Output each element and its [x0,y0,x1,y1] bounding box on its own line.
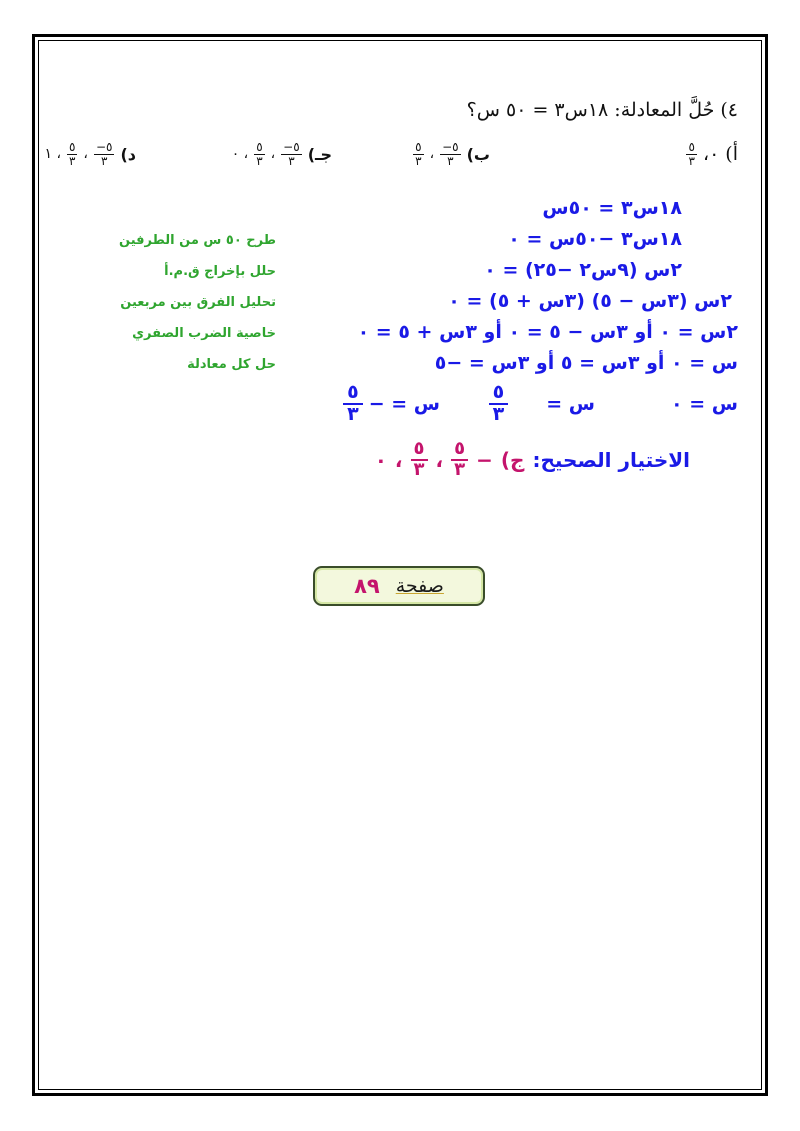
page-number-badge [313,566,485,606]
step-4: ٢س (٣س − ٥) (٣س + ٥) = ٠ [448,290,732,312]
correct-answer-zero: ٠ [374,447,387,472]
step-5: ٢س = ٠ أو ٣س − ٥ = ٠ أو ٣س + ٥ = ٠ [357,321,738,343]
option-c-tail: ، ٠ [231,146,249,163]
option-a-zero: ٠، [702,143,720,166]
step-3: ٢س (٩س٢ −٢٥) = ٠ [484,259,682,281]
step-6: س = ٠ أو ٣س = ٥ أو ٣س = −٥ [434,352,738,374]
result-x2-fraction: $\frac{٥}{٣}$ [489,383,509,425]
page-word: صفحة [395,575,444,597]
correct-answer: الاختيار الصحيح: ج) − $\frac{٥}{٣}$ ، $\frac{٥}{٣}$ ، ٠ [374,438,690,480]
correct-answer-label: الاختيار الصحيح: [532,447,690,472]
step-1: ١٨س٣ = ٥٠س [542,197,682,219]
option-b-fraction-2: $\frac{٥}{٣}$ [415,140,422,168]
correct-answer-fraction-1: $\frac{٥}{٣}$ [451,440,468,480]
option-a-label: أ) [725,143,738,166]
option-c-fraction-1: $\frac{٥-}{٣}$ [283,140,300,168]
step-5-note: خاصية الضرب الصفري [132,326,276,341]
step-4-note: تحليل الفرق بين مربعين [120,295,276,310]
correct-answer-neg: − [476,447,493,472]
step-2-note: طرح ٥٠ س من الطرفين [119,233,276,248]
page-number: ٨٩ [354,574,380,598]
step-2: ١٨س٣ −٥٠س = ٠ [508,228,682,250]
option-a [686,141,738,167]
result-x2: س = $\frac{٥}{٣}$ [489,383,595,425]
step-3-note: حلل بإخراج ق.م.أ [164,264,276,279]
option-c: جـ) $\frac{٥-}{٣}$ ، $\frac{٥}{٣}$ ، ٠ [231,140,332,168]
question-title: ٤) حُلَّ المعادلة: ١٨س٣ = ٥٠ س؟ [466,99,738,121]
option-d-label: د) [120,144,136,164]
option-b-fraction-1: $\frac{٥-}{٣}$ [442,140,459,168]
correct-answer-fraction-2: $\frac{٥}{٣}$ [411,440,428,480]
option-c-label: جـ) [307,144,332,164]
option-d: د) $\frac{٥-}{٣}$ ، $\frac{٥}{٣}$ ، ١ [44,140,136,168]
option-a-fraction: $\frac{٥}{٣}$ [688,140,695,168]
option-b: ب) $\frac{٥-}{٣}$ ، $\frac{٥}{٣}$ [415,140,490,168]
result-x1: س = ٠ [671,393,738,415]
option-d-fraction-1: $\frac{٥-}{٣}$ [95,140,113,168]
correct-answer-choice: ج) [500,447,525,472]
step-6-note: حل كل معادلة [187,357,276,372]
option-c-fraction-2: $\frac{٥}{٣}$ [256,140,263,168]
result-x3: س = − $\frac{٥}{٣}$ [343,383,440,425]
option-d-tail: ، ١ [44,146,61,163]
result-x3-fraction: $\frac{٥}{٣}$ [343,383,363,425]
option-d-fraction-2: $\frac{٥}{٣}$ [68,140,76,168]
option-b-label: ب) [466,144,490,164]
